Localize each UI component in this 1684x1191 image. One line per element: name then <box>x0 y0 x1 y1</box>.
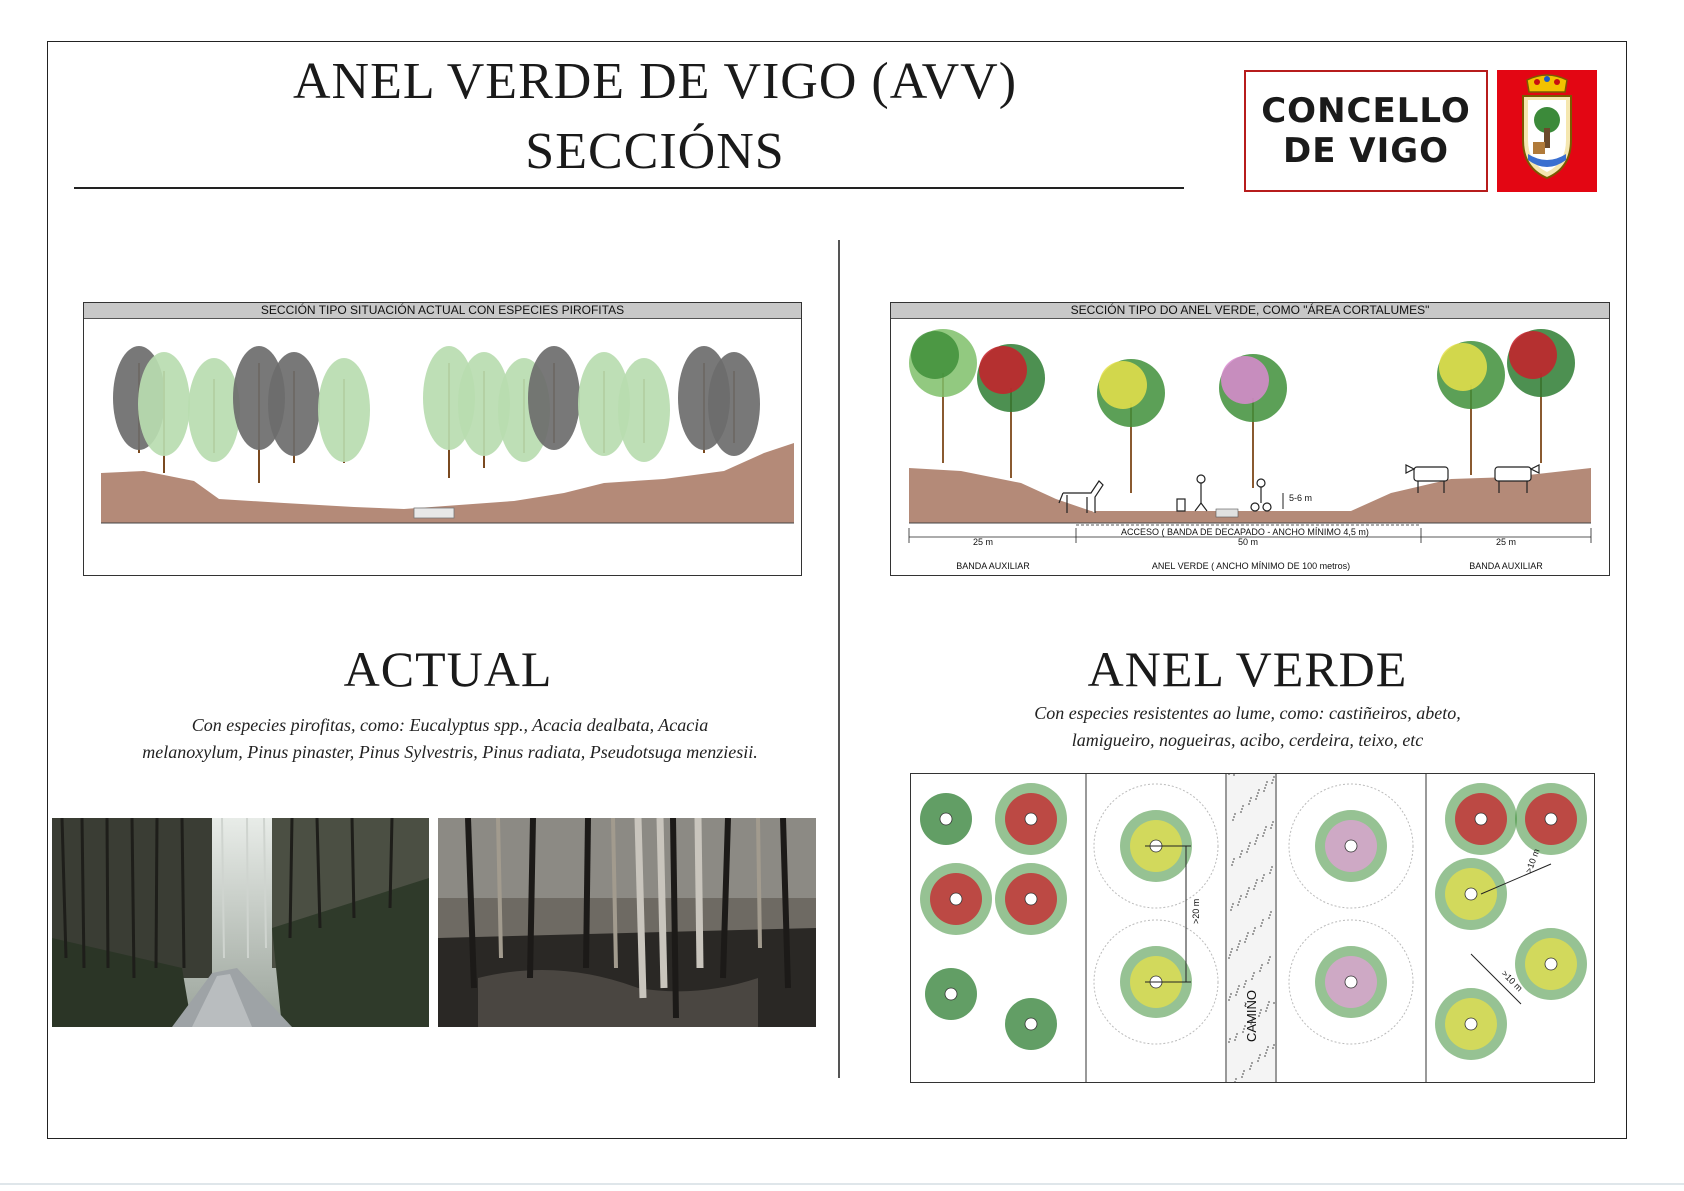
path-dot <box>1272 779 1274 781</box>
path-dot <box>1264 1055 1266 1057</box>
path-dot <box>1230 993 1232 995</box>
path-dot <box>1235 1078 1237 1080</box>
path-dot <box>1235 1036 1237 1038</box>
path-dot <box>1267 962 1269 964</box>
path-dot <box>1238 985 1240 987</box>
path-dot <box>1259 970 1261 972</box>
path-dot <box>1244 983 1246 985</box>
path-dot <box>1267 1046 1269 1048</box>
path-dot <box>1266 1049 1268 1051</box>
right-band-label: BANDA AUXILIAR <box>1469 561 1543 571</box>
path-dot <box>1248 845 1250 847</box>
path-dot <box>1243 1070 1245 1072</box>
path-dot <box>1228 957 1230 959</box>
path-dot <box>1250 797 1252 799</box>
resistant-tree <box>1507 329 1575 463</box>
anel-verde-desc-line-2: lamigueiro, nogueiras, acibo, cerdeira, teixo, etc <box>1071 730 1424 750</box>
path-dot <box>1268 917 1270 919</box>
path-dot <box>1261 964 1263 966</box>
height-dimension: 5-6 m <box>1289 493 1313 503</box>
path-dot <box>1243 986 1245 988</box>
camino-label: CAMIÑO <box>1244 990 1259 1042</box>
plan-canopy <box>1289 784 1413 908</box>
path-dot <box>1269 872 1271 874</box>
path-dot <box>1241 850 1243 852</box>
path-dot <box>1234 1039 1236 1041</box>
path-dot <box>1273 776 1275 778</box>
anel-verde-desc-line-1: Con especies resistentes ao lume, como: castiñeiros, abeto, <box>1034 703 1461 723</box>
path-dot <box>1249 842 1251 844</box>
path-dot <box>1234 1081 1236 1083</box>
path-dot <box>1246 851 1248 853</box>
path-dot <box>1240 853 1242 855</box>
path-dot <box>1228 999 1230 1001</box>
green-ring-section-title: SECCIÓN TIPO DO ANEL VERDE, COMO "ÁREA CORTALUMES" <box>891 303 1609 319</box>
actual-desc-line-2: melanoxylum, Pinus pinaster, Pinus Sylvestris, Pinus radiata, Pseudotsuga menziesii. <box>142 742 758 762</box>
column-divider <box>838 240 840 1078</box>
center-band-label: ANEL VERDE ( ANCHO MÍNIMO DE 100 metros) <box>1151 561 1351 571</box>
anel-verde-description <box>880 700 1615 754</box>
path-dot <box>1270 869 1272 871</box>
page-title: ANEL VERDE DE VIGO (AVV) <box>292 53 1018 110</box>
plan-canopy <box>915 958 987 1030</box>
path-dot <box>1229 954 1231 956</box>
path-dot <box>1269 914 1271 916</box>
resistant-tree <box>1097 359 1165 493</box>
path-dot <box>1249 1068 1251 1070</box>
path-dot <box>1255 840 1257 842</box>
path-dot <box>1231 906 1233 908</box>
path-dot <box>1260 967 1262 969</box>
path-dot <box>1256 837 1258 839</box>
burnt-road-photo <box>52 818 429 1027</box>
path-dot <box>1244 941 1246 943</box>
actual-desc-line-1: Con especies pirofitas, como: Eucalyptus spp., Acacia dealbata, Acacia <box>191 715 709 735</box>
plan-canopy <box>995 783 1067 855</box>
concello-logo-text <box>1244 70 1488 192</box>
path-dot <box>1255 882 1257 884</box>
path-dot <box>1249 800 1251 802</box>
path-dot <box>1271 824 1273 826</box>
title-underline <box>74 187 1184 189</box>
pyrophyte-tree <box>528 346 580 450</box>
path-dot <box>1232 819 1234 821</box>
path-dot <box>1265 784 1267 786</box>
actual-description <box>70 712 830 766</box>
coat-of-arms-logo <box>1497 70 1597 192</box>
pyrophyte-tree <box>138 352 190 473</box>
center-band-dimension: 50 m <box>1237 537 1259 547</box>
path-dot <box>1248 887 1250 889</box>
path-dot <box>1230 909 1232 911</box>
path-dot <box>1230 951 1232 953</box>
path-dot <box>1236 949 1238 951</box>
path-dot <box>1264 787 1266 789</box>
path-dot <box>1267 1004 1269 1006</box>
acceso-label: ACCESO ( BANDA DE DECAPADO - ANCHO MÍNIMO 4,5 m) <box>1121 527 1369 537</box>
page-bottom-edge <box>0 1183 1684 1185</box>
path-dot <box>1251 1062 1253 1064</box>
plan-canopy <box>1515 783 1587 855</box>
path-dot <box>1261 922 1263 924</box>
path-dot <box>1257 792 1259 794</box>
path-dot <box>1270 827 1272 829</box>
path-dot <box>1252 975 1254 977</box>
path-dot <box>1253 888 1255 890</box>
path-dot <box>1234 813 1236 815</box>
pyrophyte-trees <box>113 346 760 483</box>
path-dot <box>1266 1007 1268 1009</box>
path-dot <box>1231 948 1233 950</box>
actual-heading: ACTUAL <box>343 641 553 697</box>
pyrophyte-tree <box>188 358 240 462</box>
path-dot <box>1246 935 1248 937</box>
plan-dimension-20: >20 m <box>1191 898 1201 924</box>
path-dot <box>1266 781 1268 783</box>
path-dot <box>1242 805 1244 807</box>
path-dot <box>1263 790 1265 792</box>
path-dot <box>1232 861 1234 863</box>
path-dot <box>1268 1001 1270 1003</box>
path-dot <box>1265 826 1267 828</box>
path-dot <box>1264 829 1266 831</box>
logo-line-2: DE VIGO <box>1282 131 1450 171</box>
anel-verde-heading: ANEL VERDE <box>1087 641 1408 697</box>
path-dot <box>1238 943 1240 945</box>
path-dot <box>1245 980 1247 982</box>
path-dot <box>1251 978 1253 980</box>
path-dot <box>1256 879 1258 881</box>
plan-canopy <box>995 863 1067 935</box>
path-dot <box>1257 834 1259 836</box>
plan-canopy <box>1445 783 1517 855</box>
path-dot <box>1240 811 1242 813</box>
path-dot <box>1271 782 1273 784</box>
path-dot <box>1273 1002 1275 1004</box>
path-dot <box>1272 1047 1274 1049</box>
path-dot <box>1245 938 1247 940</box>
plan-canopy <box>1289 920 1413 1044</box>
resistant-tree <box>909 329 977 463</box>
path-dot <box>1232 903 1234 905</box>
pyrophyte-tree <box>708 352 760 456</box>
path-dot <box>1248 803 1250 805</box>
resistant-tree <box>977 344 1045 478</box>
path-dot <box>1255 798 1257 800</box>
path-dot <box>1261 880 1263 882</box>
path-dot <box>1269 956 1271 958</box>
path-dot <box>1253 930 1255 932</box>
path-dot <box>1241 1076 1243 1078</box>
current-section-drawing <box>84 303 802 576</box>
path-dot <box>1254 885 1256 887</box>
path-dot <box>1236 1033 1238 1035</box>
plan-dimension-10-a: >10 m <box>1499 968 1525 994</box>
path-dot <box>1239 940 1241 942</box>
plan-canopy <box>920 863 992 935</box>
path-dot <box>1253 972 1255 974</box>
path-dot <box>1235 994 1237 996</box>
plan-view-diagram <box>910 773 1595 1083</box>
path-dot <box>1238 901 1240 903</box>
path-dot <box>1239 856 1241 858</box>
path-dot <box>1247 848 1249 850</box>
pyrophyte-tree <box>318 358 370 463</box>
plan-canopy <box>1435 858 1507 930</box>
green-ring-section-diagram <box>890 302 1610 576</box>
path-dot <box>1262 835 1264 837</box>
path-dot <box>1250 1065 1252 1067</box>
path-dot <box>1260 925 1262 927</box>
path-dot <box>1252 933 1254 935</box>
path-dot <box>1247 932 1249 934</box>
path-dot <box>1270 911 1272 913</box>
path-dot <box>1262 877 1264 879</box>
path-dot <box>1263 874 1265 876</box>
path-dot <box>1240 895 1242 897</box>
path-dot <box>1239 898 1241 900</box>
right-band-dimension: 25 m <box>1495 537 1517 547</box>
resistant-tree <box>1437 341 1505 475</box>
logo-line-1: CONCELLO <box>1261 91 1471 131</box>
path-dot <box>1245 896 1247 898</box>
burnt-forest-photo <box>438 818 816 1027</box>
plan-canopy <box>995 988 1067 1060</box>
path-dot <box>1256 795 1258 797</box>
path-dot <box>1246 893 1248 895</box>
path-dot <box>1247 890 1249 892</box>
path-dot <box>1272 821 1274 823</box>
current-section-title: SECCIÓN TIPO SITUACIÓN ACTUAL CON ESPECIES PIROFITAS <box>84 303 801 319</box>
plan-view-drawing <box>911 774 1595 1083</box>
path-dot <box>1233 816 1235 818</box>
path-dot <box>1228 1041 1230 1043</box>
path-dot <box>1237 946 1239 948</box>
plan-canopy <box>1515 928 1587 1000</box>
pyrophyte-tree <box>268 352 320 463</box>
pyrophyte-tree <box>618 358 670 462</box>
left-band-dimension: 25 m <box>972 537 994 547</box>
path-dot <box>1268 959 1270 961</box>
path-dot <box>1233 774 1235 776</box>
path-dot <box>1265 1052 1267 1054</box>
fire-resistant-trees <box>909 329 1575 493</box>
path-dot <box>1231 864 1233 866</box>
path-dot <box>1229 996 1231 998</box>
path-dot <box>1262 919 1264 921</box>
path-dot <box>1271 866 1273 868</box>
path-dot <box>1258 1057 1260 1059</box>
path-dot <box>1254 927 1256 929</box>
plan-canopy <box>1435 988 1507 1060</box>
path-dot <box>1254 843 1256 845</box>
plan-dimension-10-b: >10 m <box>1523 847 1542 875</box>
path-dot <box>1260 1009 1262 1011</box>
resistant-tree <box>1219 354 1287 488</box>
path-dot <box>1258 789 1260 791</box>
path-dot <box>1229 1038 1231 1040</box>
path-dot <box>1237 904 1239 906</box>
path-dot <box>1236 991 1238 993</box>
path-dot <box>1241 808 1243 810</box>
green-ring-section-drawing <box>891 303 1610 576</box>
path-dot <box>1242 1073 1244 1075</box>
path-dot <box>1259 1054 1261 1056</box>
path-dot <box>1265 1010 1267 1012</box>
path-dot <box>1259 1012 1261 1014</box>
page-subtitle: SECCIÓNS <box>525 123 785 180</box>
path-dot <box>1257 1060 1259 1062</box>
path-dot <box>1273 1044 1275 1046</box>
path-dot <box>1237 988 1239 990</box>
plan-canopy <box>911 783 982 855</box>
current-section-diagram <box>83 302 802 576</box>
left-band-label: BANDA AUXILIAR <box>956 561 1030 571</box>
path-dot <box>1233 858 1235 860</box>
path-dot <box>1263 832 1265 834</box>
person-figures <box>1177 475 1271 511</box>
